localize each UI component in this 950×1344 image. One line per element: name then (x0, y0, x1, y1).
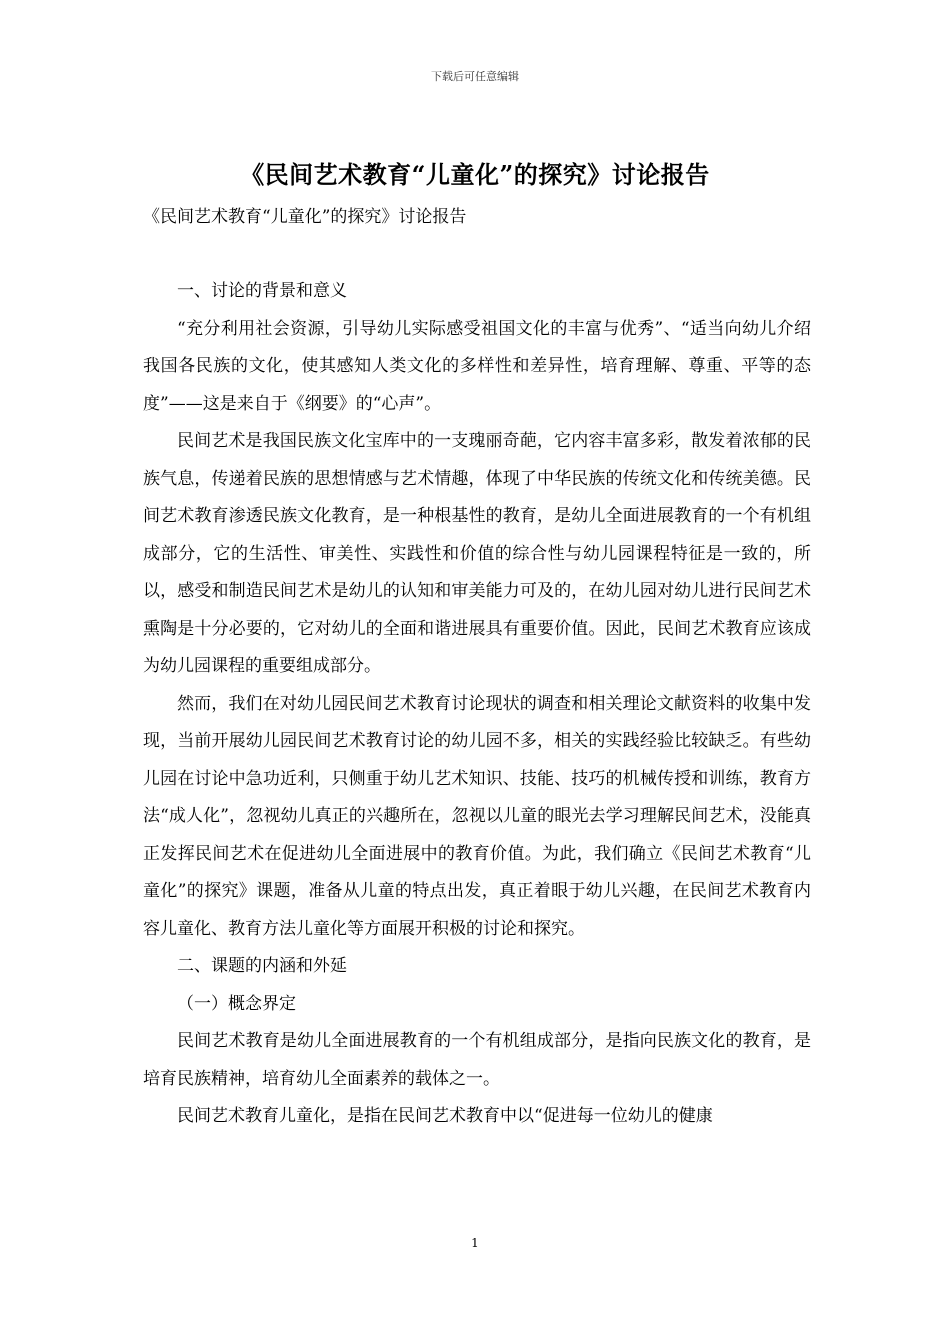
paragraph: 民间艺术教育儿童化，是指在民间艺术教育中以“促进每一位幼儿的健康 (177, 1106, 713, 1126)
header-note: 下载后可任意编辑 (431, 70, 519, 83)
section-heading-background: 一、讨论的背景和意义 (177, 281, 347, 301)
paragraph: 民间艺术教育是幼儿全面进展教育的一个有机组成部分，是指向民族文化的教育，是培育民族精神，培育幼儿全面素养的载体之一。 (143, 1031, 811, 1089)
paragraph: 然而，我们在对幼儿园民间艺术教育讨论现状的调查和相关理论文献资料的收集中发现，当前开展幼儿园民间艺术教育讨论的幼儿园不多，相关的实践经验比较缺乏。有些幼儿园在讨论中急功近利，只侧重于幼儿艺术知识、技能、技巧的机械传授和训练，教育方法“成人化”，忽视幼儿真正的兴趣所在，忽视以儿童的眼光去学习理解民间艺术，没能真正发挥民间艺术在促进幼儿全面进展中的教育价值。为此，我们确立《民间艺术教育“儿童化”的探究》课题，准备从儿童的特点出发，真正着眼于幼儿兴趣，在民间艺术教育内容儿童化、教育方法儿童化等方面展开积极的讨论和探究。 (143, 693, 811, 939)
document-body (143, 273, 811, 1136)
document-title: 《民间艺术教育“儿童化”的探究》讨论报告 (240, 160, 710, 189)
section-heading-connotation: 二、课题的内涵和外延 (177, 956, 347, 976)
paragraph: 民间艺术是我国民族文化宝库中的一支瑰丽奇葩，它内容丰富多彩，散发着浓郁的民族气息，传递着民族的思想情感与艺术情趣，体现了中华民族的传统文化和传统美德。民间艺术教育渗透民族文化教育，是一种根基性的教育，是幼儿全面进展教育的一个有机组成部分，它的生活性、审美性、实践性和价值的综合性与幼儿园课程特征是一致的，所以，感受和制造民间艺术是幼儿的认知和审美能力可及的，在幼儿园对幼儿进行民间艺术熏陶是十分必要的，它对幼儿的全面和谐进展具有重要价值。因此，民间艺术教育应该成为幼儿园课程的重要组成部分。 (143, 431, 811, 676)
paragraph: “充分利用社会资源，引导幼儿实际感受祖国文化的丰富与优秀”、“适当向幼儿介绍我国各民族的文化，使其感知人类文化的多样性和差异性，培育理解、尊重、平等的态度”——这是来自于《纲要》的“心声”。 (143, 318, 811, 414)
page-number: 1 (471, 1236, 479, 1250)
document-subtitle: 《民间艺术教育“儿童化”的探究》讨论报告 (143, 207, 467, 227)
subsection-heading-definition: （一）概念界定 (177, 993, 296, 1014)
